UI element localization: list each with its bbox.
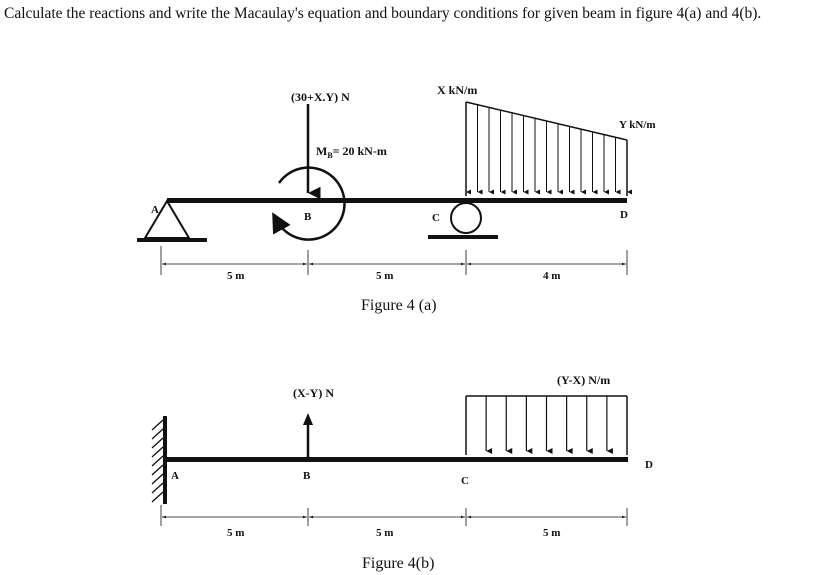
udl-label-b: (Y-X) N/m <box>557 373 611 387</box>
hatch-line <box>152 465 163 475</box>
point-label-b: B <box>304 211 312 223</box>
dim-label-b3: 5 m <box>543 527 561 539</box>
pin-support-a <box>137 201 207 242</box>
hatch-line <box>152 474 163 484</box>
hatch-line <box>152 447 163 457</box>
dim-label-a1: 5 m <box>227 270 245 282</box>
caption-figure-4b: Figure 4(b) <box>362 555 435 572</box>
dim-label-a2: 5 m <box>376 270 394 282</box>
dimension-line-b <box>161 505 627 526</box>
udl-end-label: Y kN/m <box>619 119 656 131</box>
figure-4a <box>137 83 656 314</box>
hatch-line <box>152 420 163 430</box>
point-label-a: A <box>151 204 159 216</box>
dim-label-a3: 4 m <box>543 270 561 282</box>
point-load-label-a: (30+X.Y) N <box>291 90 350 104</box>
point-label-a-b: A <box>171 470 179 482</box>
point-label-c: C <box>432 212 440 224</box>
hatch-line <box>152 483 163 493</box>
point-label-d-b: D <box>645 459 653 471</box>
hatch-line <box>152 456 163 466</box>
point-label-c-b: C <box>461 475 469 487</box>
moment-label-a: $M_B= 20$ kN-m <box>316 144 387 160</box>
hatch-line <box>152 492 163 502</box>
uniform-distributed-load <box>466 396 627 455</box>
dim-label-b1: 5 m <box>227 527 245 539</box>
dim-label-b2: 5 m <box>376 527 394 539</box>
fixed-support-a <box>152 416 167 504</box>
varying-distributed-load <box>466 102 627 196</box>
moment-arrow-a <box>277 168 345 240</box>
beam-b <box>166 457 628 462</box>
point-label-b-b: B <box>303 470 311 482</box>
upward-load-arrow-b <box>303 413 313 457</box>
caption-figure-4a: Figure 4 (a) <box>361 297 437 314</box>
question-text: Calculate the reactions and write the Macaulay's equation and boundary conditions for given beam in figure 4(a) and 4(b). <box>4 5 762 22</box>
hatch-line <box>152 438 163 448</box>
udl-start-label: X kN/m <box>437 83 478 97</box>
point-label-d: D <box>620 209 628 221</box>
figure-4b <box>152 373 653 572</box>
point-load-label-b: (X-Y) N <box>293 386 334 400</box>
hatch-line <box>152 429 163 439</box>
beam-a <box>167 198 627 203</box>
